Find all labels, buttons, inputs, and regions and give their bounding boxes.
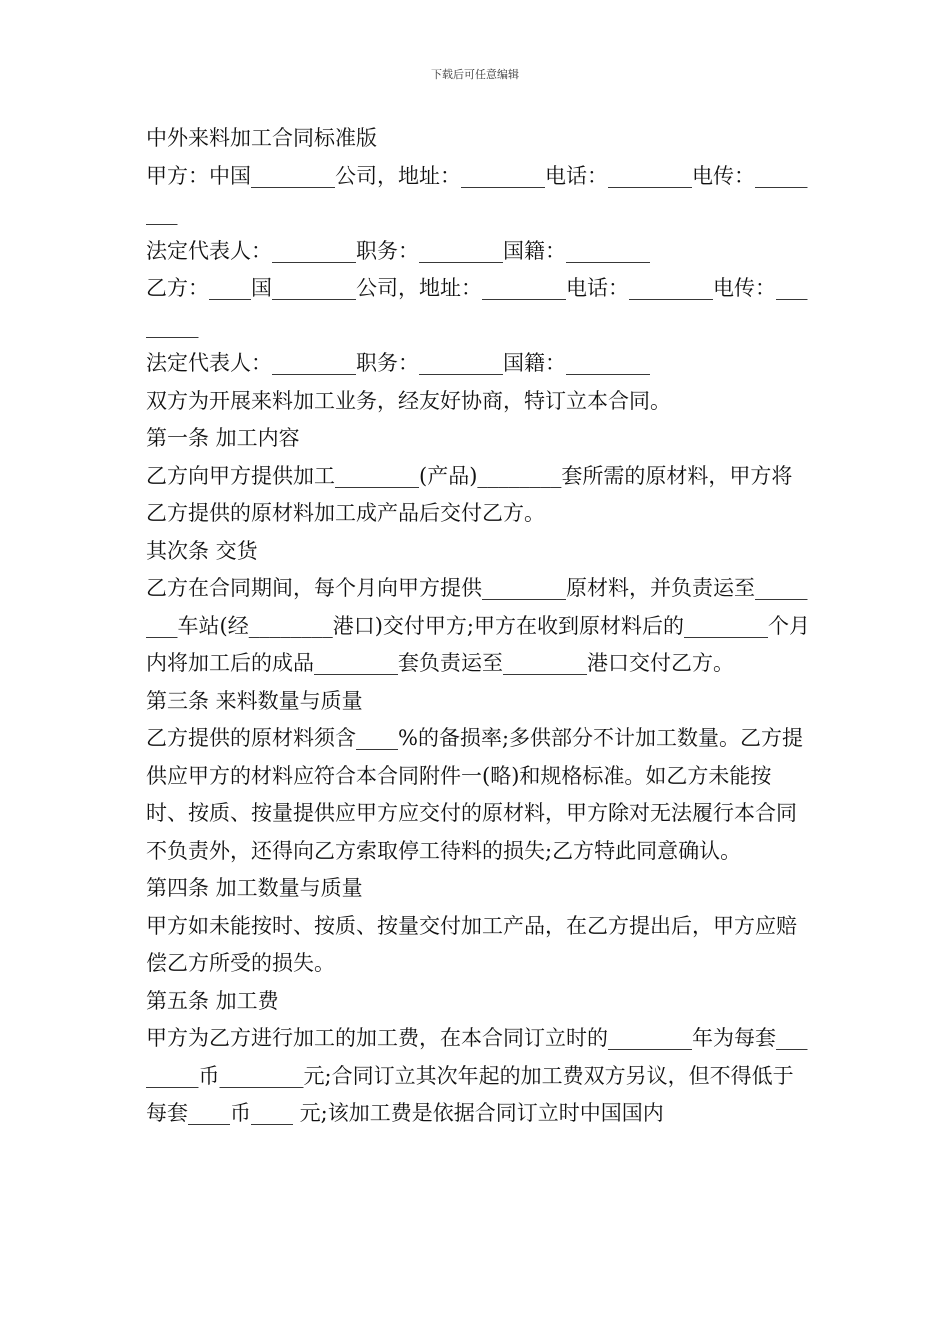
- article-5-heading: 第五条 加工费: [146, 988, 279, 1013]
- party-b-info: 乙方：____国________公司，地址：________电话：________电传：________: [146, 276, 808, 338]
- article-2-heading: 其次条 交货: [146, 538, 258, 563]
- document-title: 中外来料加工合同标准版: [146, 126, 377, 150]
- party-a-representative: 法定代表人：________职务：________国籍：________: [146, 238, 650, 263]
- page-header-note: 下载后可任意编辑: [431, 68, 519, 81]
- article-1-heading: 第一条 加工内容: [146, 426, 300, 450]
- party-a-info: 甲方：中国________公司，地址：________电话：________电传：________: [146, 163, 808, 225]
- article-1-body: 乙方向甲方提供加工________(产品)________套所需的原材料，甲方将乙方提供的原材料加工成产品后交付乙方。: [146, 463, 793, 525]
- document-body: [146, 120, 810, 1133]
- party-b-representative: 法定代表人：________职务：________国籍：________: [146, 351, 650, 375]
- article-2-body: 乙方在合同期间，每个月向甲方提供________原材料，并负责运至________车站(经________港口)交付甲方;甲方在收到原材料后的________个月内将加工后的成品________套负责运至________港口交付乙方。: [146, 576, 810, 675]
- article-3-body: 乙方提供的原材料须含____%的备损率;多供部分不计加工数量。乙方提供应甲方的材料应符合本合同附件一(略)和规格标准。如乙方未能按时、按质、按量提供应甲方应交付的原材料，甲方除对无法履行本合同不负责外，还得向乙方索取停工待料的损失;乙方特此同意确认。: [146, 726, 804, 863]
- article-4-heading: 第四条 加工数量与质量: [146, 876, 363, 900]
- preamble: 双方为开展来料加工业务，经友好协商，特订立本合同。: [146, 388, 671, 413]
- article-5-body: 甲方为乙方进行加工的加工费，在本合同订立时的________年为每套________币________元;合同订立其次年起的加工费双方另议，但不得低于每套____币____ 元;该加工费是依据合同订立时中国国内: [146, 1026, 808, 1125]
- article-3-heading: 第三条 来料数量与质量: [146, 688, 363, 713]
- article-4-body: 甲方如未能按时、按质、按量交付加工产品，在乙方提出后，甲方应赔偿乙方所受的损失。: [146, 913, 797, 975]
